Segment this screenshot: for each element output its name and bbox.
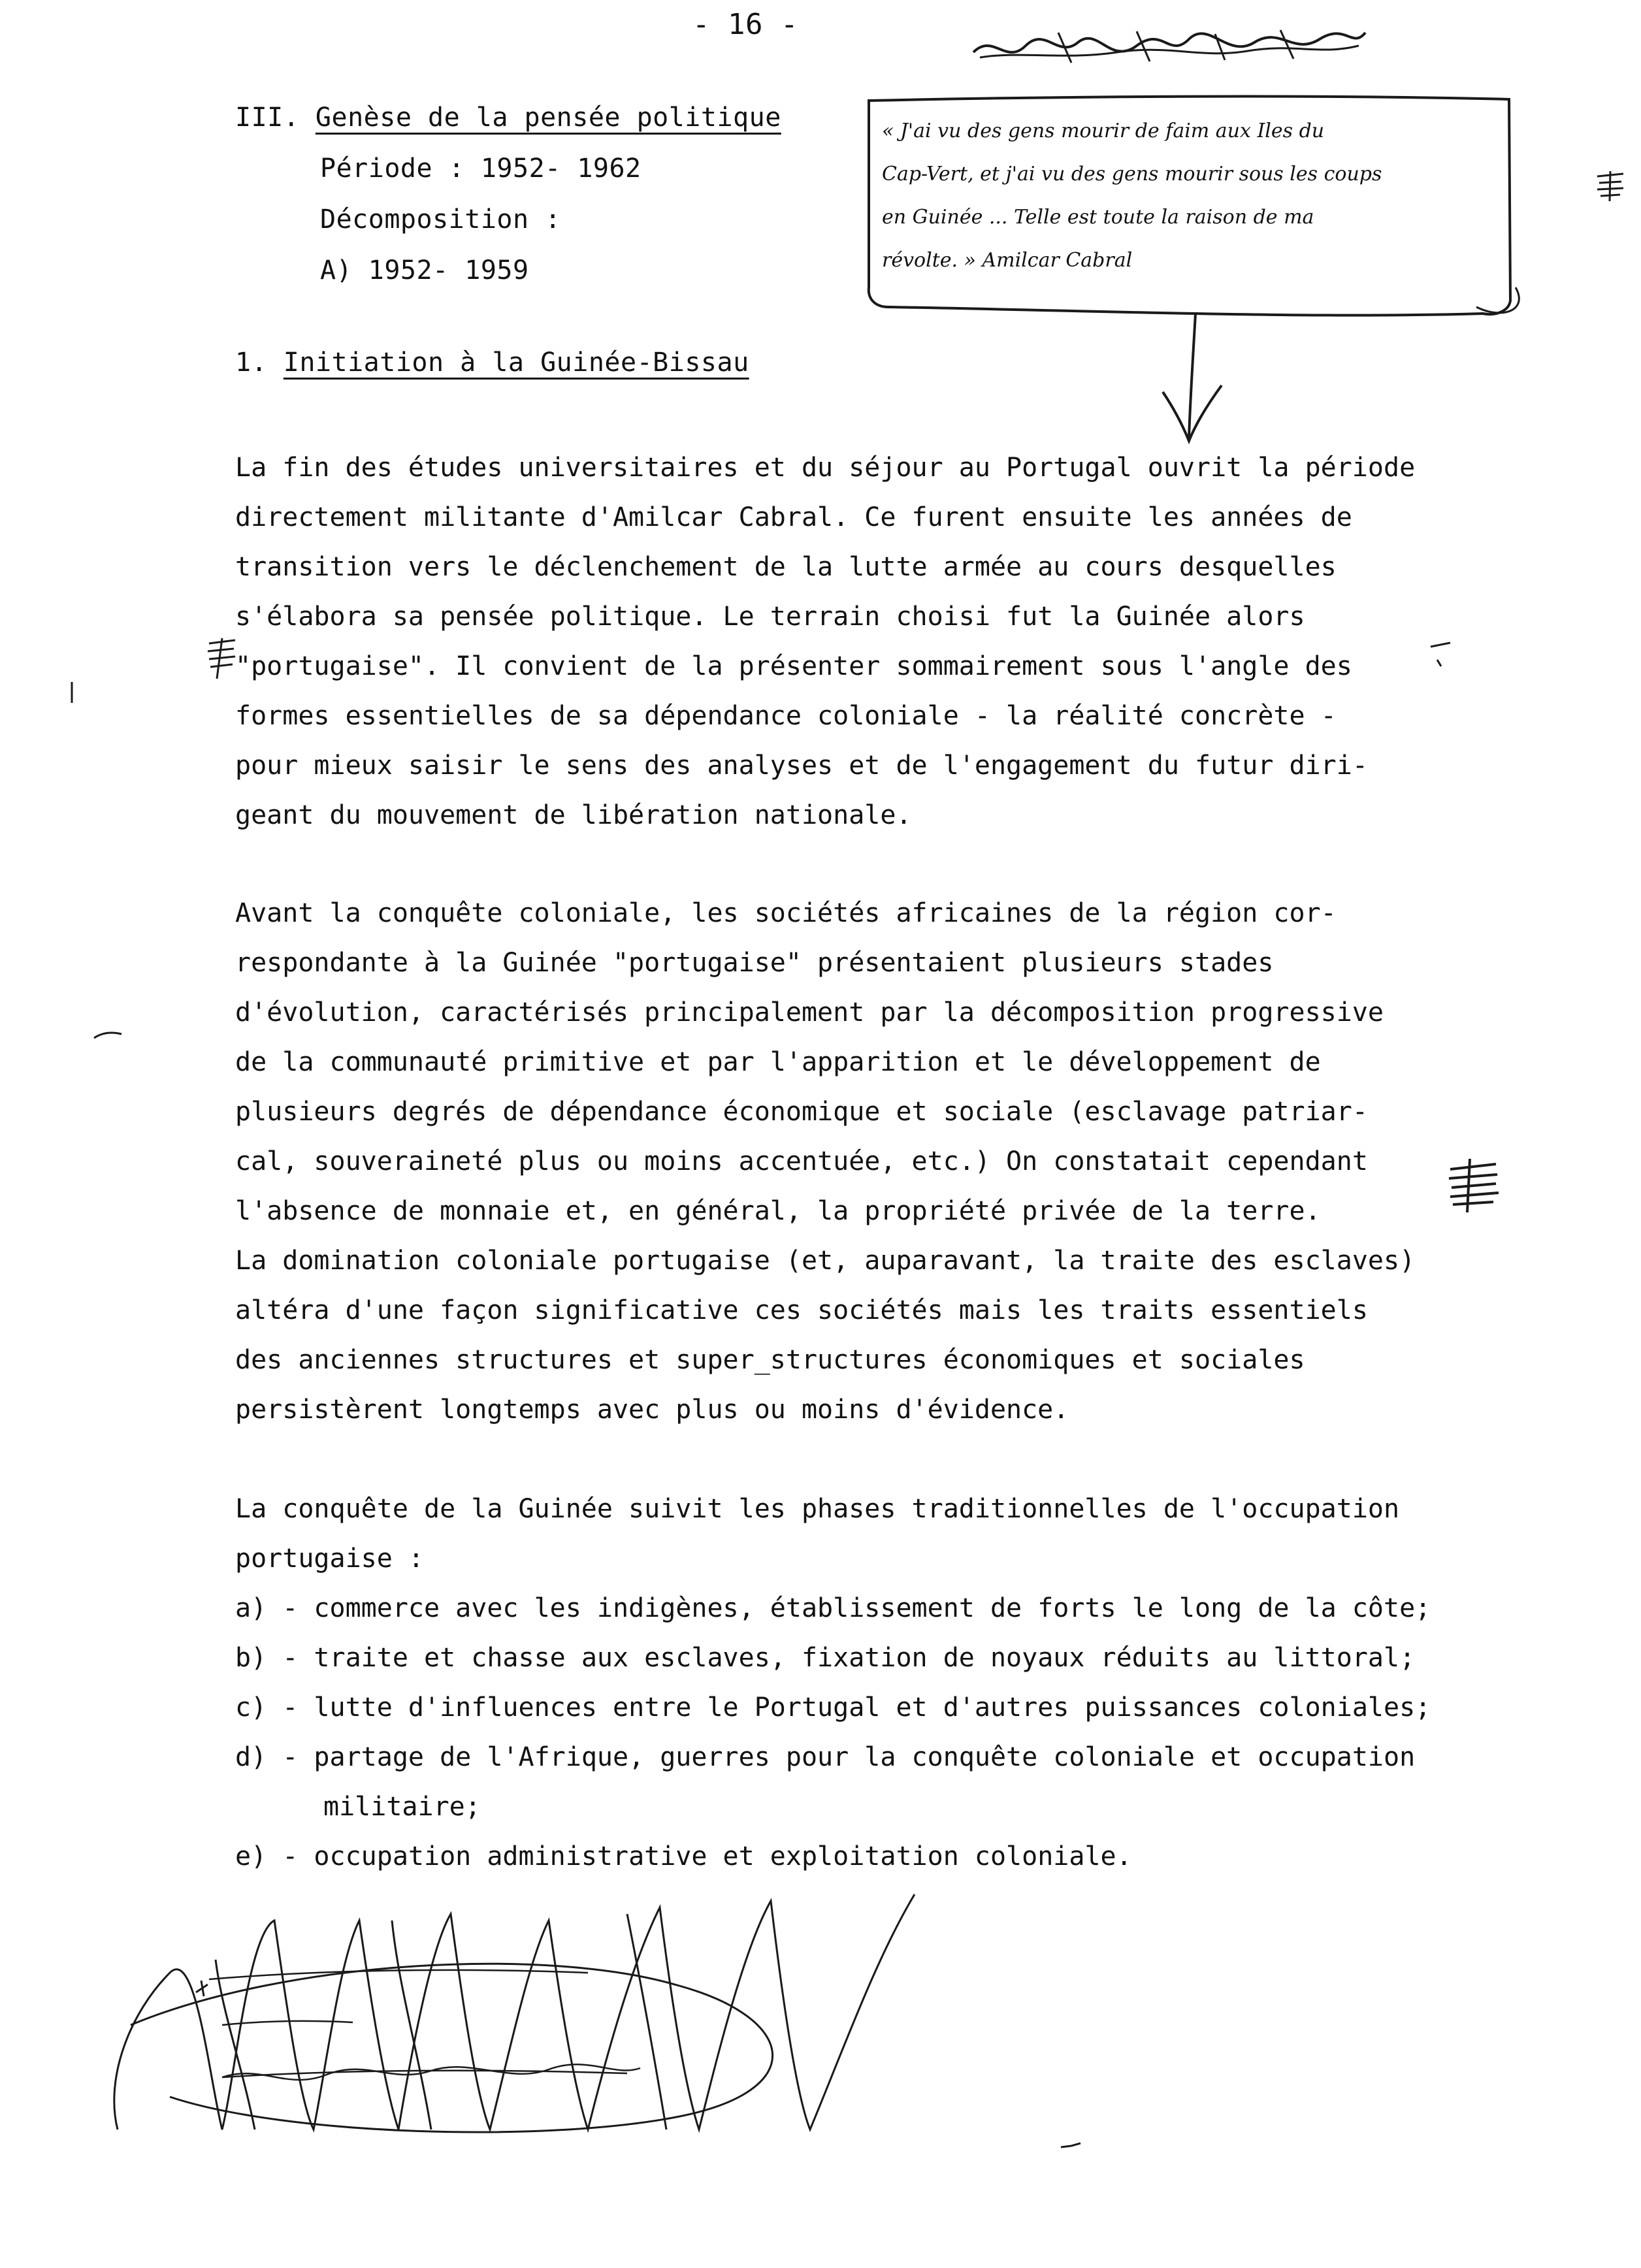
chapter-title: Genèse de la pensée politique xyxy=(315,103,781,133)
text-line: geant du mouvement de libération nationale. xyxy=(235,800,912,830)
margin-note-line: en Guinée ... Telle est toute la raison de ma xyxy=(882,206,1314,229)
margin-dash-left xyxy=(91,1029,124,1042)
text-line: Avant la conquête coloniale, les sociétés africaines de la région cor- xyxy=(235,898,1337,928)
text-line: persistèrent longtemps avec plus ou moins d'évidence. xyxy=(235,1395,1069,1425)
margin-mark-left xyxy=(203,637,242,683)
margin-note xyxy=(882,110,1382,282)
margin-mark-right-2 xyxy=(1444,1156,1503,1215)
list-text: traite et chasse aux esclaves, fixation de noyaux réduits au littoral; xyxy=(314,1643,1416,1673)
chapter-roman: III. xyxy=(235,103,300,133)
list-marker: d) - xyxy=(235,1742,299,1772)
page-number: - 16 - xyxy=(692,8,798,41)
list-text: militaire; xyxy=(323,1792,481,1822)
margin-note-line: Cap-Vert, et j'ai vu des gens mourir sous les coups xyxy=(882,163,1382,186)
text-line: altéra d'une façon significative ces sociétés mais les traits essentiels xyxy=(235,1295,1368,1325)
period-line: Période : 1952- 1962 xyxy=(320,154,642,184)
text-line: cal, souveraineté plus ou moins accentuée, etc.) On constatait cependant xyxy=(235,1146,1368,1176)
margin-mark-right xyxy=(1594,170,1627,202)
paragraph-2 xyxy=(235,888,1415,1434)
scribble-top xyxy=(967,20,1372,72)
list-item xyxy=(235,1683,1431,1732)
sub-period-line: A) 1952- 1959 xyxy=(320,255,529,285)
list-item xyxy=(235,1633,1431,1683)
arrow-down-icon xyxy=(1150,307,1228,451)
list-text: occupation administrative et exploitation coloniale. xyxy=(314,1841,1132,1871)
section-title: Initiation à la Guinée-Bissau xyxy=(283,348,749,378)
text-line: La domination coloniale portugaise (et, auparavant, la traite des esclaves) xyxy=(235,1246,1416,1276)
paragraph-1 xyxy=(235,443,1415,840)
list-text: partage de l'Afrique, guerres pour la conquête coloniale et occupation xyxy=(314,1742,1416,1772)
decomposition-line: Décomposition : xyxy=(320,204,561,235)
text-line: formes essentielles de sa dépendance coloniale - la réalité concrète - xyxy=(235,701,1337,731)
section-number: 1. xyxy=(235,348,268,378)
list-marker: b) - xyxy=(235,1643,299,1673)
section-heading xyxy=(235,349,749,376)
phase-list xyxy=(235,1583,1431,1881)
text-line: pour mieux saisir le sens des analyses et de l'engagement du futur diri- xyxy=(235,751,1368,781)
list-item xyxy=(235,1832,1431,1881)
text-line: d'évolution, caractérisés principalement par la décomposition progressive xyxy=(235,997,1384,1028)
text-line: transition vers le déclenchement de la lutte armée au cours desquelles xyxy=(235,552,1337,582)
margin-tick-right xyxy=(1424,634,1463,673)
list-text: lutte d'influences entre le Portugal et d'autres puissances coloniales; xyxy=(314,1693,1431,1723)
text-line: de la communauté primitive et par l'apparition et le développement de xyxy=(235,1047,1321,1077)
list-item xyxy=(235,1782,1431,1832)
text-line: des anciennes structures et super_structures économiques et sociales xyxy=(235,1345,1305,1375)
crossed-out-scribble xyxy=(91,1881,980,2156)
list-item xyxy=(235,1732,1431,1782)
paragraph-3 xyxy=(235,1484,1399,1583)
text-line: s'élabora sa pensée politique. Le terrain choisi fut la Guinée alors xyxy=(235,602,1305,632)
text-line: "portugaise". Il convient de la présenter sommairement sous l'angle des xyxy=(235,651,1352,681)
margin-note-line: « J'ai vu des gens mourir de faim aux Iles du xyxy=(882,120,1325,142)
list-marker: a) - xyxy=(235,1593,299,1623)
text-line: La fin des études universitaires et du séjour au Portugal ouvrit la période xyxy=(235,453,1416,483)
text-line: directement militante d'Amilcar Cabral. Ce furent ensuite les années de xyxy=(235,502,1352,532)
margin-tick-left xyxy=(65,679,78,705)
margin-note-line: révolte. » Amilcar Cabral xyxy=(882,249,1133,272)
list-marker: e) - xyxy=(235,1841,299,1871)
list-marker: c) - xyxy=(235,1693,299,1723)
list-item xyxy=(235,1583,1431,1633)
text-line: portugaise : xyxy=(235,1544,424,1574)
text-line: l'absence de monnaie et, en général, la propriété privée de la terre. xyxy=(235,1196,1321,1226)
text-line: La conquête de la Guinée suivit les phases traditionnelles de l'occupation xyxy=(235,1494,1400,1524)
text-line: respondante à la Guinée "portugaise" présentaient plusieurs stades xyxy=(235,948,1274,978)
text-line: plusieurs degrés de dépendance économique et sociale (esclavage patriar- xyxy=(235,1097,1368,1127)
stray-mark xyxy=(1058,2139,1084,2152)
list-text: commerce avec les indigènes, établissement de forts le long de la côte; xyxy=(314,1593,1431,1623)
